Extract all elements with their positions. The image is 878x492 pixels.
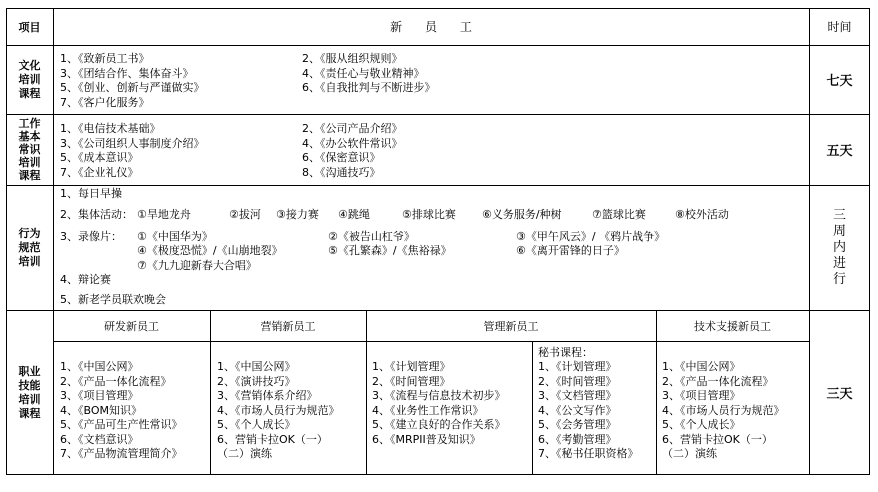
- rd-course-list: [60, 360, 183, 462]
- list-item: 7、《秘书任职资格》: [538, 447, 639, 460]
- list-item: 2、《公司产品介绍》: [302, 122, 403, 135]
- header-new-employee-text: 新 员 工: [390, 20, 472, 34]
- mgmt-course-list: [372, 360, 506, 447]
- col-divider: [53, 8, 54, 475]
- video-item: ②《被告山杠爷》: [328, 230, 415, 243]
- list-item: 1、《计划管理》: [538, 360, 617, 373]
- list-item: 8、《沟通技巧》: [302, 165, 381, 179]
- video-item: ⑦《九九迎新春大合唱》: [137, 259, 257, 272]
- list-item: 4、《市场人员行为规范》: [217, 403, 340, 417]
- basic-label: 工作基本常识培训课程: [18, 117, 41, 182]
- video-item: ⑥《离开雷锋的日子》: [516, 244, 625, 257]
- behavior-label-cell: [6, 185, 53, 310]
- activity-item: ①旱地龙舟: [137, 208, 191, 221]
- list-item: 7、《产品物流管理简介》: [60, 447, 183, 460]
- list-item: （二）演练: [217, 447, 272, 460]
- activity-item: ⑧校外活动: [675, 208, 729, 221]
- list-item: 4、《市场人员行为规范》: [662, 403, 785, 417]
- list-item: 4、《BOM知识》: [60, 403, 143, 417]
- video-item: ③《甲午风云》/ 《鸦片战争》: [516, 230, 666, 243]
- list-item: 1、《中国公网》: [662, 360, 741, 373]
- list-item: 6、《文档意识》: [60, 432, 139, 446]
- behavior-duration: 三周内进行: [832, 207, 846, 287]
- behavior-line-5: 5、新老学员联欢晚会: [60, 293, 166, 306]
- list-item: 6、《自我批判与不断进步》: [302, 81, 436, 94]
- mgmt-group-header: [366, 310, 656, 341]
- list-item: 4、《责任心与敬业精神》: [302, 66, 425, 80]
- list-item: 2、《产品一体化流程》: [60, 374, 172, 388]
- behavior-duration-cell: [809, 185, 870, 310]
- list-item: 2、《时间管理》: [538, 374, 617, 388]
- mgmt-group-title: 管理新员工: [483, 319, 539, 333]
- list-item: 6、营销卡拉OK（一）: [662, 432, 773, 446]
- header-project-text: 项目: [18, 20, 41, 34]
- list-item: 2、《产品一体化流程》: [662, 374, 774, 388]
- list-item: 1、《致新员工书》: [60, 52, 150, 65]
- video-item: ⑤《孔繁森》/《焦裕禄》: [328, 244, 452, 257]
- secretary-course-list: [538, 360, 639, 462]
- list-item: 5、《创业、创新与严谨做实》: [60, 81, 205, 94]
- skills-label: 职业技能培训课程: [18, 364, 41, 420]
- list-item: 3、《项目管理》: [662, 389, 741, 402]
- list-item: 5、《个人成长》: [217, 418, 296, 431]
- activity-item: ⑦篮球比赛: [592, 208, 646, 221]
- culture-duration: 七天: [826, 74, 853, 89]
- header-project: [6, 8, 53, 45]
- basic-left-list: [60, 122, 205, 180]
- behavior-label: 行为规范培训: [18, 226, 41, 268]
- list-item: 7、《客户化服务》: [60, 95, 150, 109]
- list-item: 6、营销卡拉OK（一）: [217, 432, 328, 446]
- list-item: 6、《保密意识》: [302, 151, 381, 164]
- list-item: 3、《项目管理》: [60, 389, 139, 402]
- list-item: 4、《公文写作》: [538, 403, 617, 417]
- basic-duration-cell: [809, 114, 870, 185]
- behavior-line-4: 4、辩论赛: [60, 273, 111, 286]
- skills-duration: 三天: [826, 387, 853, 402]
- list-item: （二）演练: [662, 447, 717, 460]
- list-item: 3、《文档管理》: [538, 389, 617, 402]
- list-item: 1、《计划管理》: [372, 360, 451, 373]
- support-group-header: [656, 310, 809, 341]
- basic-right-list: [302, 122, 403, 180]
- activity-item: ⑤排球比赛: [402, 208, 456, 221]
- list-item: 1、《中国公网》: [60, 360, 139, 373]
- activity-item: ②拔河: [229, 208, 261, 221]
- header-new-employee: [53, 8, 809, 45]
- list-item: 5、《个人成长》: [662, 418, 741, 431]
- list-item: 3、《流程与信息技术初步》: [372, 389, 506, 402]
- culture-left-list: [60, 52, 205, 110]
- skills-duration-cell: [809, 310, 870, 475]
- list-item: 1、《电信技术基础》: [60, 122, 161, 135]
- activities-prefix: 2、集体活动：: [60, 208, 133, 221]
- video-item: ④《极度恐慌》/《山崩地裂》: [137, 244, 283, 257]
- support-group-title: 技术支援新员工: [694, 319, 771, 333]
- list-item: 2、《时间管理》: [372, 374, 451, 388]
- video-prefix: 3、录像片：: [60, 230, 122, 243]
- list-item: 1、《中国公网》: [217, 360, 296, 373]
- basic-duration: 五天: [826, 144, 853, 159]
- list-item: 3、《营销体系介绍》: [217, 389, 318, 402]
- list-item: 7、《企业礼仪》: [60, 165, 139, 179]
- skills-label-cell: [6, 310, 53, 475]
- list-item: 3、《公司组织人事制度介绍》: [60, 136, 205, 150]
- row-divider: [6, 45, 870, 46]
- header-time-text: 时间: [827, 20, 852, 34]
- activity-item: ④跳绳: [338, 208, 370, 221]
- support-course-list: [662, 360, 785, 462]
- rd-group-header: [53, 310, 210, 341]
- list-item: 5、《建立良好的合作关系》: [372, 418, 506, 431]
- row-divider: [6, 114, 870, 115]
- list-item: 5、《会务管理》: [538, 418, 617, 431]
- activity-item: ③接力赛: [276, 208, 319, 221]
- culture-duration-cell: [809, 45, 870, 114]
- list-item: 4、《办公软件常识》: [302, 136, 403, 150]
- col-divider: [532, 341, 533, 475]
- culture-right-list: [302, 52, 436, 96]
- sales-course-list: [217, 360, 340, 462]
- list-item: 2、《服从组织规则》: [302, 52, 403, 65]
- list-item: 2、《演讲技巧》: [217, 374, 296, 388]
- culture-label-cell: [6, 45, 53, 114]
- video-item: ①《中国华为》: [137, 230, 213, 243]
- list-item: 5、《产品可生产性常识》: [60, 418, 183, 431]
- basic-label-cell: [6, 114, 53, 185]
- row-divider: [6, 185, 870, 186]
- activity-item: ⑥义务服务/种树: [482, 208, 562, 221]
- sales-group-header: [210, 310, 366, 341]
- list-item: 4、《业务性工作常识》: [372, 403, 484, 417]
- list-item: 3、《团结合作、集体奋斗》: [60, 66, 194, 80]
- rd-group-title: 研发新员工: [104, 319, 159, 333]
- sales-group-title: 营销新员工: [260, 319, 316, 333]
- secretary-title: 秘书课程：: [538, 346, 593, 359]
- header-time: [809, 8, 870, 45]
- behavior-line-1: 1、每日早操: [60, 187, 122, 200]
- list-item: 6、《考勤管理》: [538, 432, 617, 446]
- list-item: 5、《成本意识》: [60, 151, 139, 164]
- culture-label: 文化培训课程: [18, 58, 41, 100]
- subheader-divider: [53, 341, 809, 342]
- list-item: 6、《MRPII普及知识》: [372, 432, 481, 446]
